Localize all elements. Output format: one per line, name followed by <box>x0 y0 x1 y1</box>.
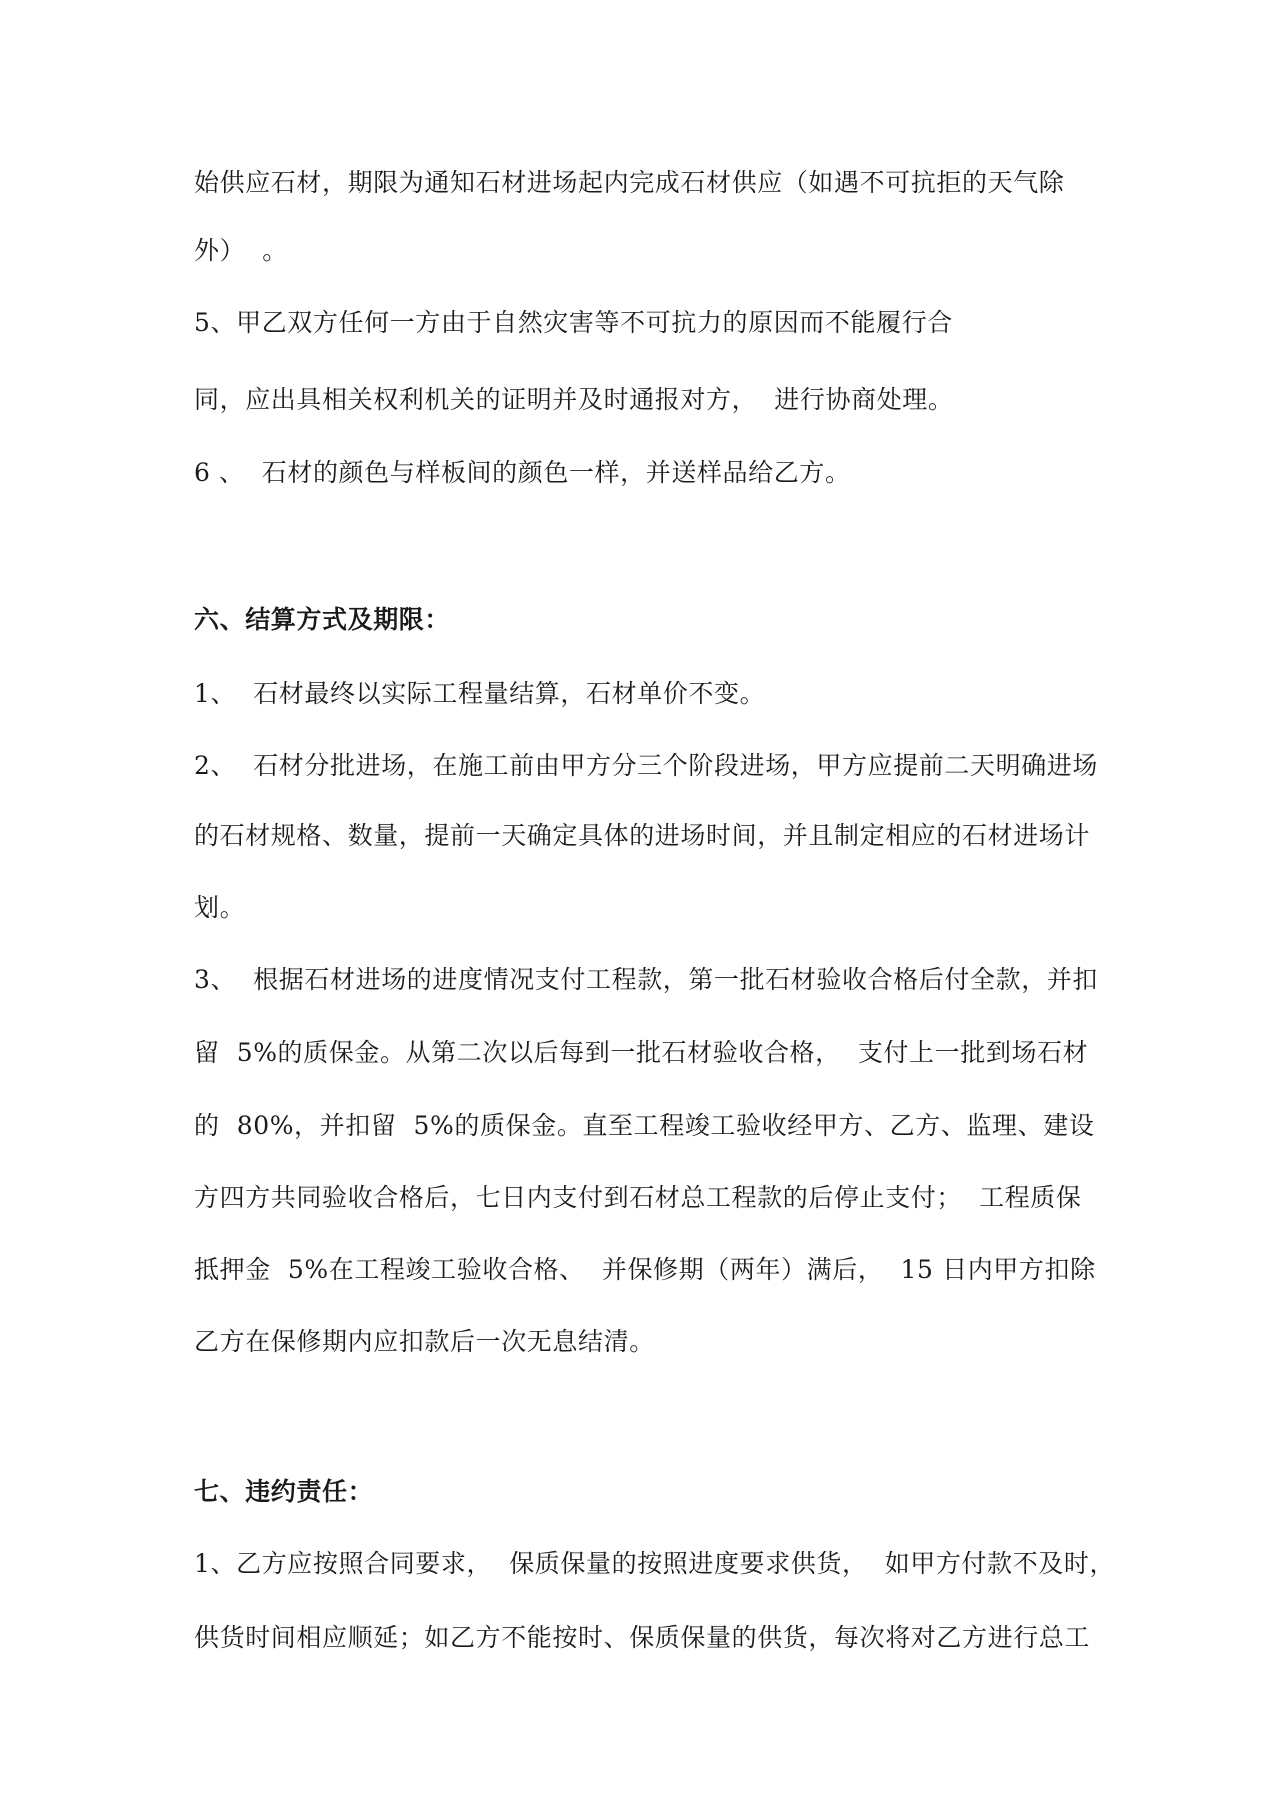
paragraph-line: 3、 根据石材进场的进度情况支付工程款，第一批石材验收合格后付全款，并扣 <box>194 965 1099 994</box>
section-heading-liability: 七、违约责任： <box>194 1477 374 1506</box>
paragraph-line: 留 5%的质保金。从第二次以后每到一批石材验收合格， 支付上一批到场石材 <box>194 1038 1089 1067</box>
paragraph-line: 方四方共同验收合格后，七日内支付到石材总工程款的后停止支付； 工程质保 <box>194 1183 1082 1212</box>
paragraph-line: 始供应石材，期限为通知石材进场起内完成石材供应（如遇不可抗拒的天气除 <box>194 168 1065 197</box>
paragraph-line: 1、乙方应按照合同要求， 保质保量的按照进度要求供货， 如甲方付款不及时， <box>194 1549 1116 1578</box>
paragraph-line: 乙方在保修期内应扣款后一次无息结清。 <box>194 1327 655 1356</box>
paragraph-line: 1、 石材最终以实际工程量结算，石材单价不变。 <box>194 679 766 708</box>
paragraph-line: 2、 石材分批进场，在施工前由甲方分三个阶段进场，甲方应提前二天明确进场 <box>194 751 1099 780</box>
paragraph-line: 的 80%，并扣留 5%的质保金。直至工程竣工验收经甲方、乙方、监理、建设 <box>194 1111 1095 1140</box>
paragraph-line: 抵押金 5%在工程竣工验收合格、 并保修期（两年）满后， 15 日内甲方扣除 <box>194 1255 1096 1284</box>
paragraph-line: 6 、 石材的颜色与样板间的颜色一样，并送样品给乙方。 <box>194 458 851 487</box>
paragraph-line: 的石材规格、数量，提前一天确定具体的进场时间，并且制定相应的石材进场计 <box>194 821 1091 850</box>
paragraph-line: 同，应出具相关权利机关的证明并及时通报对方， 进行协商处理。 <box>194 385 954 414</box>
paragraph-line: 外） 。 <box>194 236 288 265</box>
paragraph-line: 供货时间相应顺延；如乙方不能按时、保质保量的供货，每次将对乙方进行总工 <box>194 1623 1091 1652</box>
paragraph-line: 划。 <box>194 893 246 922</box>
paragraph-line: 5、甲乙双方任何一方由于自然灾害等不可抗力的原因而不能履行合 <box>194 308 953 337</box>
section-heading-settlement: 六、结算方式及期限： <box>194 605 451 634</box>
